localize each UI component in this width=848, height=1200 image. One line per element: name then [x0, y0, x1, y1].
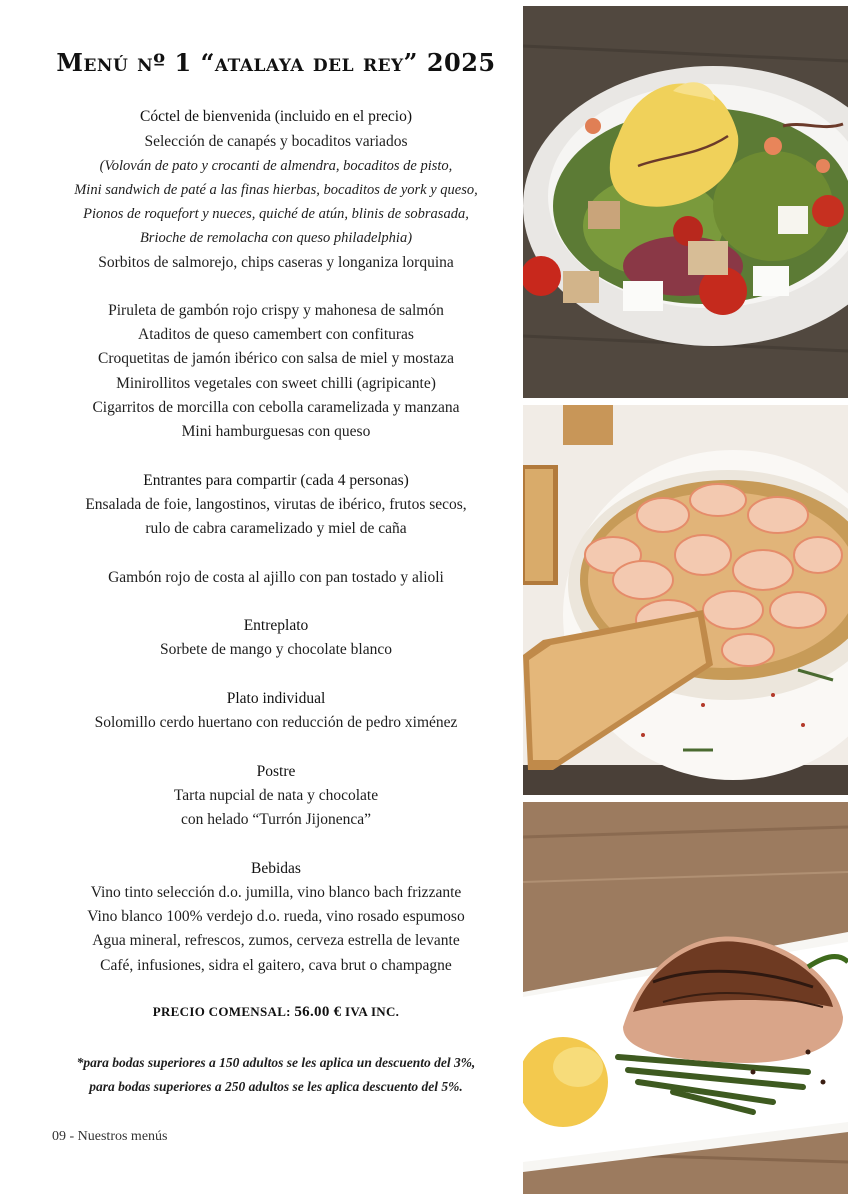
plato-item: Solomillo cerdo huertano con reducción de pedro ximénez [94, 714, 458, 731]
coctel-after: Sorbitos de salmorejo, chips caseras y longaniza lorquina [98, 254, 454, 271]
coctel-item: Mini hamburguesas con queso [181, 423, 371, 440]
coctel-item: Piruleta de gambón rojo crispy y mahonesa de salmón [108, 302, 444, 319]
canape-line: Pionos de roquefort y nueces, quiché de atún, blinis de sobrasada, [83, 206, 469, 222]
price-suffix: IVA INC. [345, 1004, 400, 1019]
postre-line: Tarta nupcial de nata y chocolate [173, 787, 379, 804]
meat-photo [523, 802, 848, 1194]
discount-note: *para bodas superiores a 150 adultos se les aplica un descuento del 3%, [76, 1055, 476, 1070]
price-amount: 56.00 € [294, 1004, 342, 1020]
shrimp-photo [523, 405, 848, 795]
entreplato-item: Sorbete de mango y chocolate blanco [160, 641, 392, 658]
coctel-heading: Cóctel de bienvenida (incluido en el precio) [139, 108, 412, 125]
bebidas-line: Café, infusiones, sidra el gaitero, cava brut o champagne [100, 957, 452, 974]
bebidas-line: Vino tinto selección d.o. jumilla, vino blanco bach frizzante [90, 884, 462, 901]
entrantes-line: Ensalada de foie, langostinos, virutas de ibérico, frutos secos, [85, 496, 467, 513]
bebidas-heading: Bebidas [251, 860, 301, 877]
coctel-item: Croquetitas de jamón ibérico con salsa de miel y mostaza [98, 350, 454, 367]
entrantes-line: rulo de cabra caramelizado y miel de caña [145, 520, 407, 537]
bebidas-line: Vino blanco 100% verdejo d.o. rueda, vino rosado espumoso [87, 908, 465, 925]
entrantes-extra: Gambón rojo de costa al ajillo con pan tostado y alioli [108, 569, 444, 586]
coctel-item: Minirollitos vegetales con sweet chilli (agripicante) [116, 375, 436, 392]
price-label: PRECIO COMENSAL: [152, 1004, 291, 1019]
canape-line: (Volován de pato y crocanti de almendra, bocaditos de pisto, [99, 158, 453, 174]
postre-line: con helado “Turrón Jijonenca” [180, 811, 372, 828]
discount-note: para bodas superiores a 250 adultos se les aplica descuento del 5%. [89, 1079, 463, 1094]
salad-photo [523, 6, 848, 398]
price-line [30, 1004, 522, 1021]
bebidas-line: Agua mineral, refrescos, zumos, cerveza estrella de levante [92, 932, 460, 949]
coctel-intro: Selección de canapés y bocaditos variados [144, 133, 408, 150]
coctel-item: Ataditos de queso camembert con confituras [138, 326, 414, 343]
entreplato-heading: Entreplato [243, 617, 309, 634]
page-footer: 09 - Nuestros menús [52, 1129, 168, 1144]
entrantes-heading: Entrantes para compartir (cada 4 personas) [143, 472, 409, 489]
postre-heading: Postre [256, 763, 296, 780]
coctel-item: Cigarritos de morcilla con cebolla caramelizada y manzana [92, 399, 460, 416]
menu-title: Menú nº 1 “atalaya del rey” 2025 [56, 48, 496, 77]
canape-line: Brioche de remolacha con queso philadelphia) [139, 230, 413, 246]
canape-line: Mini sandwich de paté a las finas hierbas, bocaditos de york y queso, [74, 182, 478, 198]
plato-heading: Plato individual [226, 690, 326, 707]
